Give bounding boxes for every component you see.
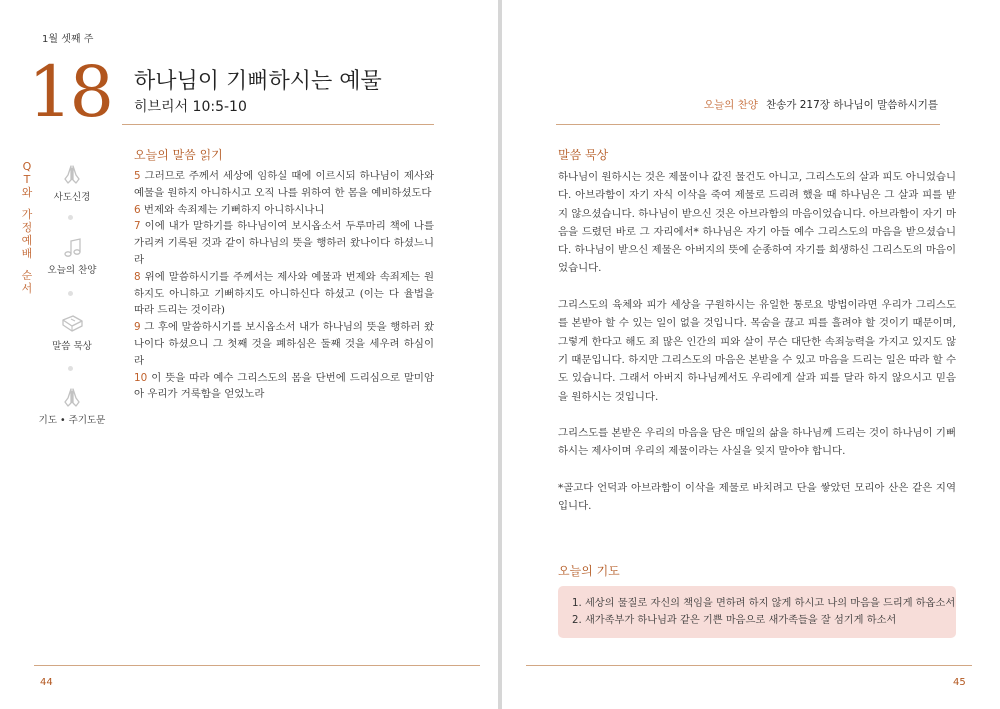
side-label [20, 160, 34, 295]
page-title: 하나님이 기뻐하시는 예물 [134, 69, 382, 94]
praying-hands-icon [60, 163, 84, 187]
hymn-label: 오늘의 찬양 [703, 99, 758, 111]
left-page [0, 0, 498, 709]
hymn-title: 찬송가 217장 하나님이 말씀하시기를 [765, 99, 938, 111]
week-label: 1월 셋째 주 [42, 34, 94, 45]
nav-prayer [38, 386, 106, 426]
meditation-paragraph: 하나님이 원하시는 것은 제물이나 값진 물건도 아니고, 그리스도의 살과 피도 아니었습니다. 아브라함이 자기 자식 이삭을 죽여 제물로 드리려 했을 때 하나님은 그 살과 피를 받지 않으셨습니다. 하나님이 받으신 것은 아브라함의 마음이었습니다. 아브라함이 자기 마음을 드렸던 바로 그 자리에서* 하나님은 자기 아들 예수 그리스도의 마음을 받으셨습니다. 하나님이 받으신 제물은 아버지의 뜻에 순종하여 자기를 희생하신 그리스도의 마음이었습니다. [558, 171, 956, 275]
side-label-char: 서 [21, 282, 33, 295]
verse [134, 370, 434, 404]
side-label-char: 순 [21, 269, 33, 282]
verse-text: 그러므로 주께서 세상에 임하실 때에 이르시되 하나님이 제사와 예물을 원하지 아니하시고 오직 나를 위하여 한 몸을 예비하셨도다 [134, 170, 434, 199]
side-label-char: 가 [21, 208, 33, 221]
scripture-reading [134, 168, 434, 403]
meditation-paragraph: 그리스도의 육체와 피가 세상을 구원하시는 유일한 통로요 방법이라면 우리가 그리스도를 본받아 할 수 있는 일이 없을 것입니다. 목숨을 끊고 피를 흘려야 할 것이기 때문이며, 그렇게 한다고 해도 죄 많은 인간의 피와 살이 무슨 대단한 속죄능력을 가지고 있지도 않기 때문입니다. 하지만 그리스도의 마음은 본받을 수 있고 마음을 드리는 일은 따라 할 수도 있습니다. 그래서 아버지 하나님께서도 우리에게 살과 피를 달라 하지 않으시고 믿음을 원하시는 것입니다. [558, 299, 956, 403]
page-number: 44 [40, 677, 53, 688]
side-label-char: 와 [21, 186, 33, 199]
prayer-heading: 오늘의 기도 [558, 564, 620, 578]
reading-heading: 오늘의 말씀 읽기 [134, 148, 223, 162]
nav-separator-dot [68, 291, 73, 296]
side-label-gap [20, 199, 34, 208]
meditation-heading: 말씀 묵상 [558, 148, 609, 162]
bible-book-icon [59, 312, 85, 336]
nav-label: 기도 • 주기도문 [38, 415, 106, 426]
footer-divider [34, 665, 480, 666]
nav-label: 오늘의 찬양 [47, 265, 97, 276]
nav-separator-dot [68, 215, 73, 220]
praying-hands-icon [60, 386, 84, 410]
nav-word-meditation [38, 312, 106, 352]
footer-divider [526, 665, 972, 666]
verse-text: 위에 말씀하시기를 주께서는 제사와 예물과 번제와 속죄제는 원하지도 아니하고 기뻐하지도 아니하신다 하셨고 (이는 다 율법을 따라 드리는 것이라) [134, 270, 434, 317]
nav-todays-hymn [38, 236, 106, 276]
prayer-item: 1. 세상의 물질로 자신의 책임을 면하려 하지 않게 하시고 나의 마음을 드리게 하옵소서 [572, 598, 956, 609]
page-gutter [498, 0, 502, 709]
verse [134, 269, 434, 319]
verse-number: 10 [134, 371, 148, 384]
scripture-reference: 히브리서 10:5-10 [134, 99, 247, 115]
verse-number: 7 [134, 220, 141, 233]
meditation-paragraph: 그리스도를 본받은 우리의 마음을 담은 매일의 삶을 하나님께 드리는 것이 하나님이 기뻐하시는 제사이며 우리의 제물이라는 사실을 잊지 말아야 합니다. [558, 427, 956, 458]
side-label-char: 예 [21, 234, 33, 247]
meditation-text [558, 168, 956, 534]
verse [134, 319, 434, 369]
prayer-item: 2. 새가족부가 하나님과 같은 기쁜 마음으로 새가족들을 잘 섬기게 하소서 [572, 615, 897, 626]
verse-number: 6 [134, 203, 141, 216]
nav-apostles-creed [38, 163, 106, 203]
meditation-footnote: *골고다 언덕과 아브라함이 이삭을 제물로 바치려고 단을 쌓았던 모리아 산은 같은 지역입니다. [558, 482, 956, 513]
side-label-gap [20, 260, 34, 269]
music-note-icon [60, 236, 84, 260]
verse-text: 그 후에 말씀하시기를 보시옵소서 내가 하나님의 뜻을 행하러 왔나이다 하셨으니 그 첫째 것을 폐하심은 둘째 것을 세우려 하심이라 [134, 321, 434, 367]
day-number: 18 [28, 51, 112, 133]
side-label-char: T [23, 173, 31, 186]
header-divider [556, 124, 940, 125]
side-label-char: Q [22, 160, 32, 173]
verse-text: 번제와 속죄제는 기뻐하지 아니하시나니 [140, 203, 325, 216]
header-divider [122, 124, 434, 125]
verse [134, 202, 434, 219]
nav-separator-dot [68, 366, 73, 371]
verse-text: 이 뜻을 따라 예수 그리스도의 몸을 단번에 드리심으로 말미암아 우리가 거룩함을 얻었노라 [134, 371, 434, 401]
verse-number: 8 [134, 270, 141, 283]
page-number: 45 [953, 677, 966, 688]
todays-hymn [704, 97, 938, 112]
verse-number: 9 [134, 321, 141, 334]
prayer-box [558, 586, 956, 638]
verse-text: 이에 내가 말하기를 하나님이여 보시옵소서 두루마리 책에 나를 가리켜 기록된 것과 같이 하나님의 뜻을 행하러 왔나이다 하셨느니라 [134, 220, 434, 266]
side-label-char: 정 [21, 221, 33, 234]
verse [134, 218, 434, 268]
verse-number: 5 [134, 170, 141, 182]
nav-label: 사도신경 [53, 192, 91, 203]
nav-label: 말씀 묵상 [52, 341, 92, 352]
side-label-char: 배 [21, 247, 33, 260]
verse [134, 168, 434, 202]
